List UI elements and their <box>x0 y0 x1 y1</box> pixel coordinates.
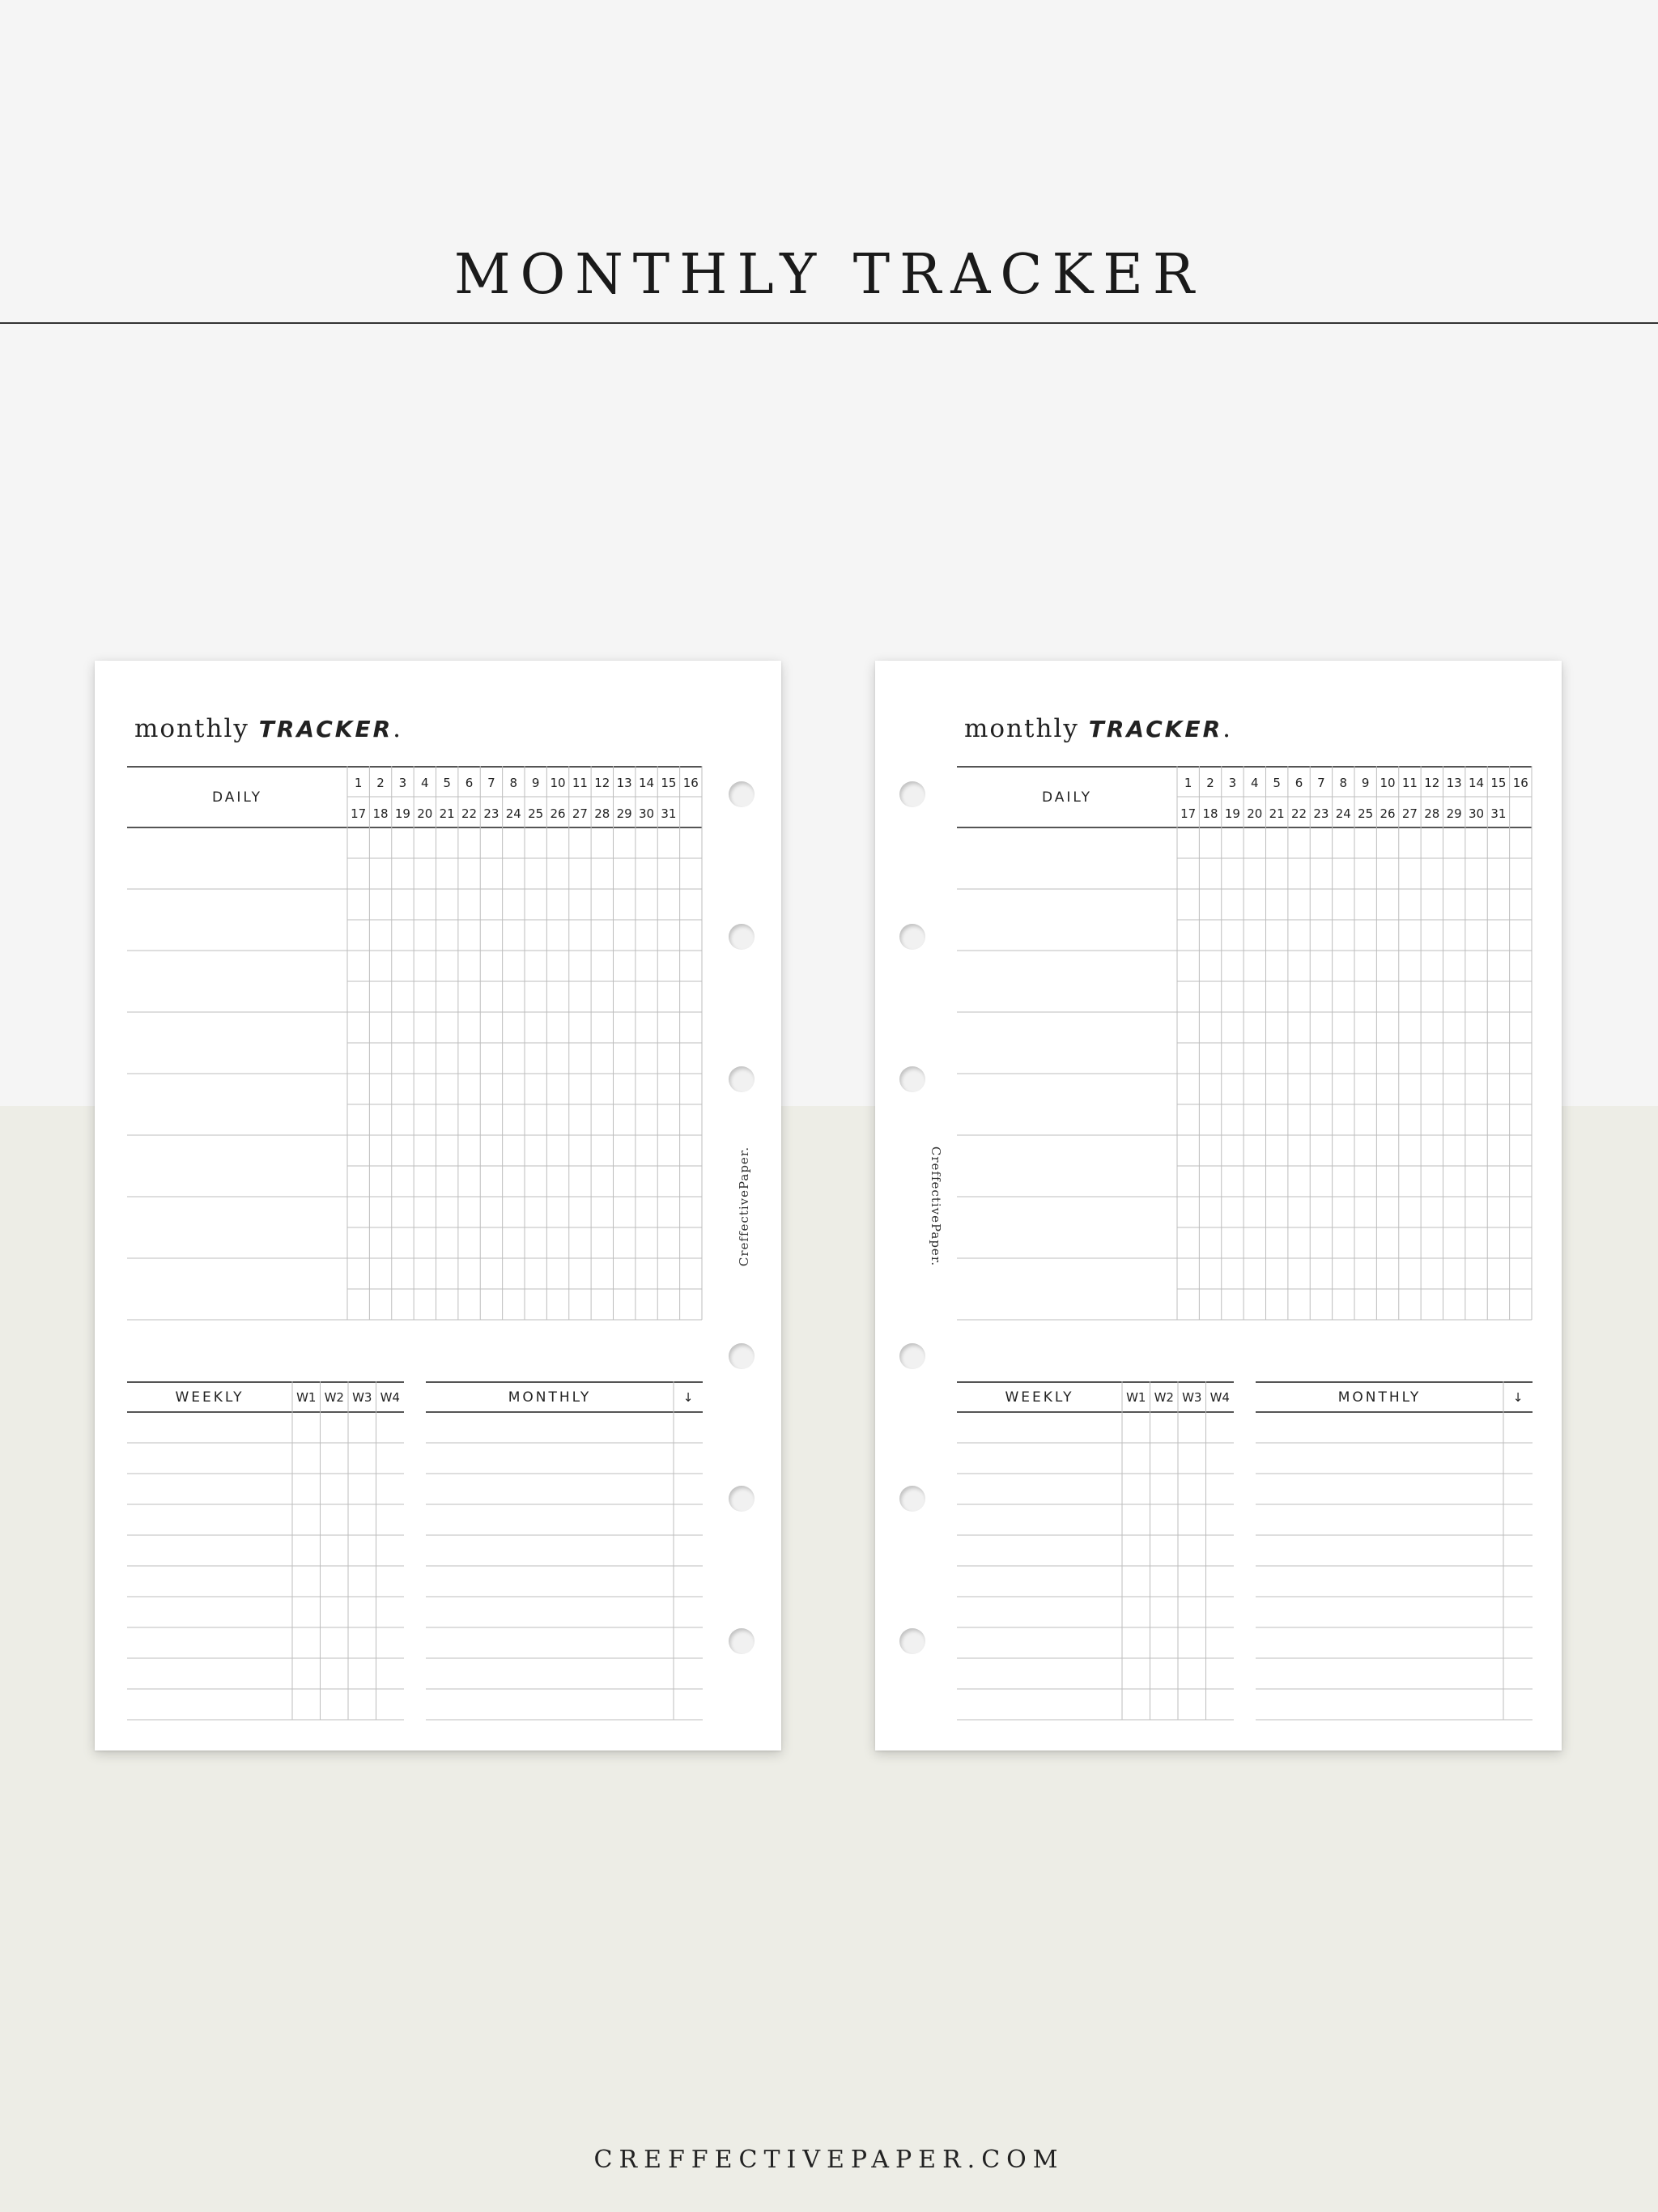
day-number: 26 <box>550 806 566 821</box>
day-number: 1 <box>354 776 363 790</box>
day-number: 30 <box>1469 806 1485 821</box>
week-label: W2 <box>324 1390 344 1405</box>
day-number: 8 <box>509 776 518 790</box>
arrow-down-icon: ↓ <box>1512 1390 1524 1405</box>
day-number: 18 <box>1202 806 1218 821</box>
daily-label: DAILY <box>1041 789 1093 806</box>
sheet-title <box>134 714 402 743</box>
binder-hole <box>729 924 755 950</box>
weekly-tracker-table <box>127 1381 404 1721</box>
day-number: 29 <box>616 806 632 821</box>
day-number: 30 <box>639 806 655 821</box>
binder-hole <box>729 1343 755 1369</box>
day-number: 21 <box>439 806 455 821</box>
sheet-title-bold: TRACKER <box>1088 716 1223 742</box>
daily-label: DAILY <box>211 789 263 806</box>
week-label: W4 <box>380 1390 400 1405</box>
day-number: 13 <box>1446 776 1462 790</box>
sheet-title-dot: . <box>393 714 402 743</box>
weekly-tracker-table <box>957 1381 1234 1721</box>
week-label: W3 <box>352 1390 372 1405</box>
monthly-label: MONTHLY <box>508 1389 592 1406</box>
day-number: 4 <box>421 776 429 790</box>
day-number: 31 <box>1490 806 1507 821</box>
day-number: 31 <box>661 806 677 821</box>
day-number: 20 <box>417 806 433 821</box>
day-number: 23 <box>1313 806 1329 821</box>
day-number: 22 <box>461 806 478 821</box>
day-number: 14 <box>1469 776 1485 790</box>
binder-hole <box>899 924 925 950</box>
page-title: MONTHLY TRACKER <box>453 243 1205 307</box>
week-label: W4 <box>1209 1390 1230 1405</box>
day-number: 2 <box>1206 776 1214 790</box>
day-number: 1 <box>1184 776 1192 790</box>
binder-hole <box>899 1628 925 1654</box>
monthly-tracker-table <box>426 1381 703 1721</box>
day-number: 22 <box>1291 806 1307 821</box>
day-number: 3 <box>398 776 407 790</box>
day-number: 4 <box>1251 776 1259 790</box>
monthly-label: MONTHLY <box>1337 1389 1422 1406</box>
day-number: 10 <box>1380 776 1396 790</box>
day-number: 14 <box>639 776 655 790</box>
day-number: 27 <box>1401 806 1418 821</box>
planner-sheet-left <box>95 661 781 1750</box>
week-label: W1 <box>1126 1390 1146 1405</box>
daily-tracker-grid <box>127 766 702 1171</box>
day-number: 7 <box>1317 776 1325 790</box>
day-number: 28 <box>1424 806 1440 821</box>
day-number: 13 <box>616 776 632 790</box>
weekly-label: WEEKLY <box>175 1389 244 1406</box>
binder-hole <box>729 1628 755 1654</box>
day-number: 12 <box>594 776 610 790</box>
day-number: 21 <box>1269 806 1285 821</box>
binder-hole <box>899 1486 925 1512</box>
day-number: 11 <box>1401 776 1418 790</box>
day-number: 15 <box>661 776 677 790</box>
day-number: 9 <box>1361 776 1370 790</box>
arrow-down-icon: ↓ <box>682 1390 694 1405</box>
sheet-title-light: monthly <box>964 714 1089 743</box>
day-number: 23 <box>483 806 500 821</box>
daily-tracker-grid <box>957 766 1532 1171</box>
day-number: 24 <box>1335 806 1351 821</box>
day-number: 17 <box>1180 806 1197 821</box>
sheet-title-bold: TRACKER <box>258 716 393 742</box>
binder-hole <box>899 1343 925 1369</box>
binder-hole <box>729 1486 755 1512</box>
day-number: 25 <box>1358 806 1374 821</box>
brand-mark: CreffectivePaper. <box>929 1146 944 1267</box>
day-number: 8 <box>1339 776 1348 790</box>
day-number: 26 <box>1380 806 1396 821</box>
day-number: 17 <box>351 806 367 821</box>
footer-website: CREFFECTIVEPAPER.COM <box>593 2146 1065 2174</box>
binder-hole <box>899 1066 925 1092</box>
day-number: 9 <box>531 776 540 790</box>
week-label: W3 <box>1182 1390 1202 1405</box>
monthly-tracker-table <box>1256 1381 1533 1721</box>
day-number: 11 <box>572 776 588 790</box>
day-number: 2 <box>376 776 385 790</box>
week-label: W1 <box>296 1390 317 1405</box>
week-label: W2 <box>1154 1390 1174 1405</box>
day-number: 6 <box>465 776 474 790</box>
day-number: 28 <box>594 806 610 821</box>
day-number: 7 <box>487 776 495 790</box>
day-number: 27 <box>572 806 588 821</box>
planner-sheet-right <box>875 661 1562 1750</box>
day-number: 12 <box>1424 776 1440 790</box>
binder-hole <box>729 781 755 807</box>
day-number: 24 <box>505 806 521 821</box>
weekly-label: WEEKLY <box>1005 1389 1074 1406</box>
day-number: 29 <box>1446 806 1462 821</box>
sheet-title-light: monthly <box>134 714 259 743</box>
day-number: 25 <box>528 806 544 821</box>
day-number: 19 <box>394 806 410 821</box>
day-number: 16 <box>1512 776 1528 790</box>
day-number: 18 <box>372 806 389 821</box>
day-number: 19 <box>1224 806 1240 821</box>
day-number: 5 <box>1273 776 1281 790</box>
day-number: 10 <box>550 776 566 790</box>
sheet-title <box>964 714 1232 743</box>
day-number: 15 <box>1490 776 1507 790</box>
day-number: 20 <box>1247 806 1263 821</box>
day-number: 5 <box>443 776 451 790</box>
sheet-title-dot: . <box>1222 714 1232 743</box>
day-number: 3 <box>1228 776 1237 790</box>
day-number: 16 <box>682 776 699 790</box>
day-number: 6 <box>1295 776 1303 790</box>
binder-hole <box>899 781 925 807</box>
binder-hole <box>729 1066 755 1092</box>
title-divider <box>0 322 1658 324</box>
brand-mark: CreffectivePaper. <box>737 1146 752 1267</box>
